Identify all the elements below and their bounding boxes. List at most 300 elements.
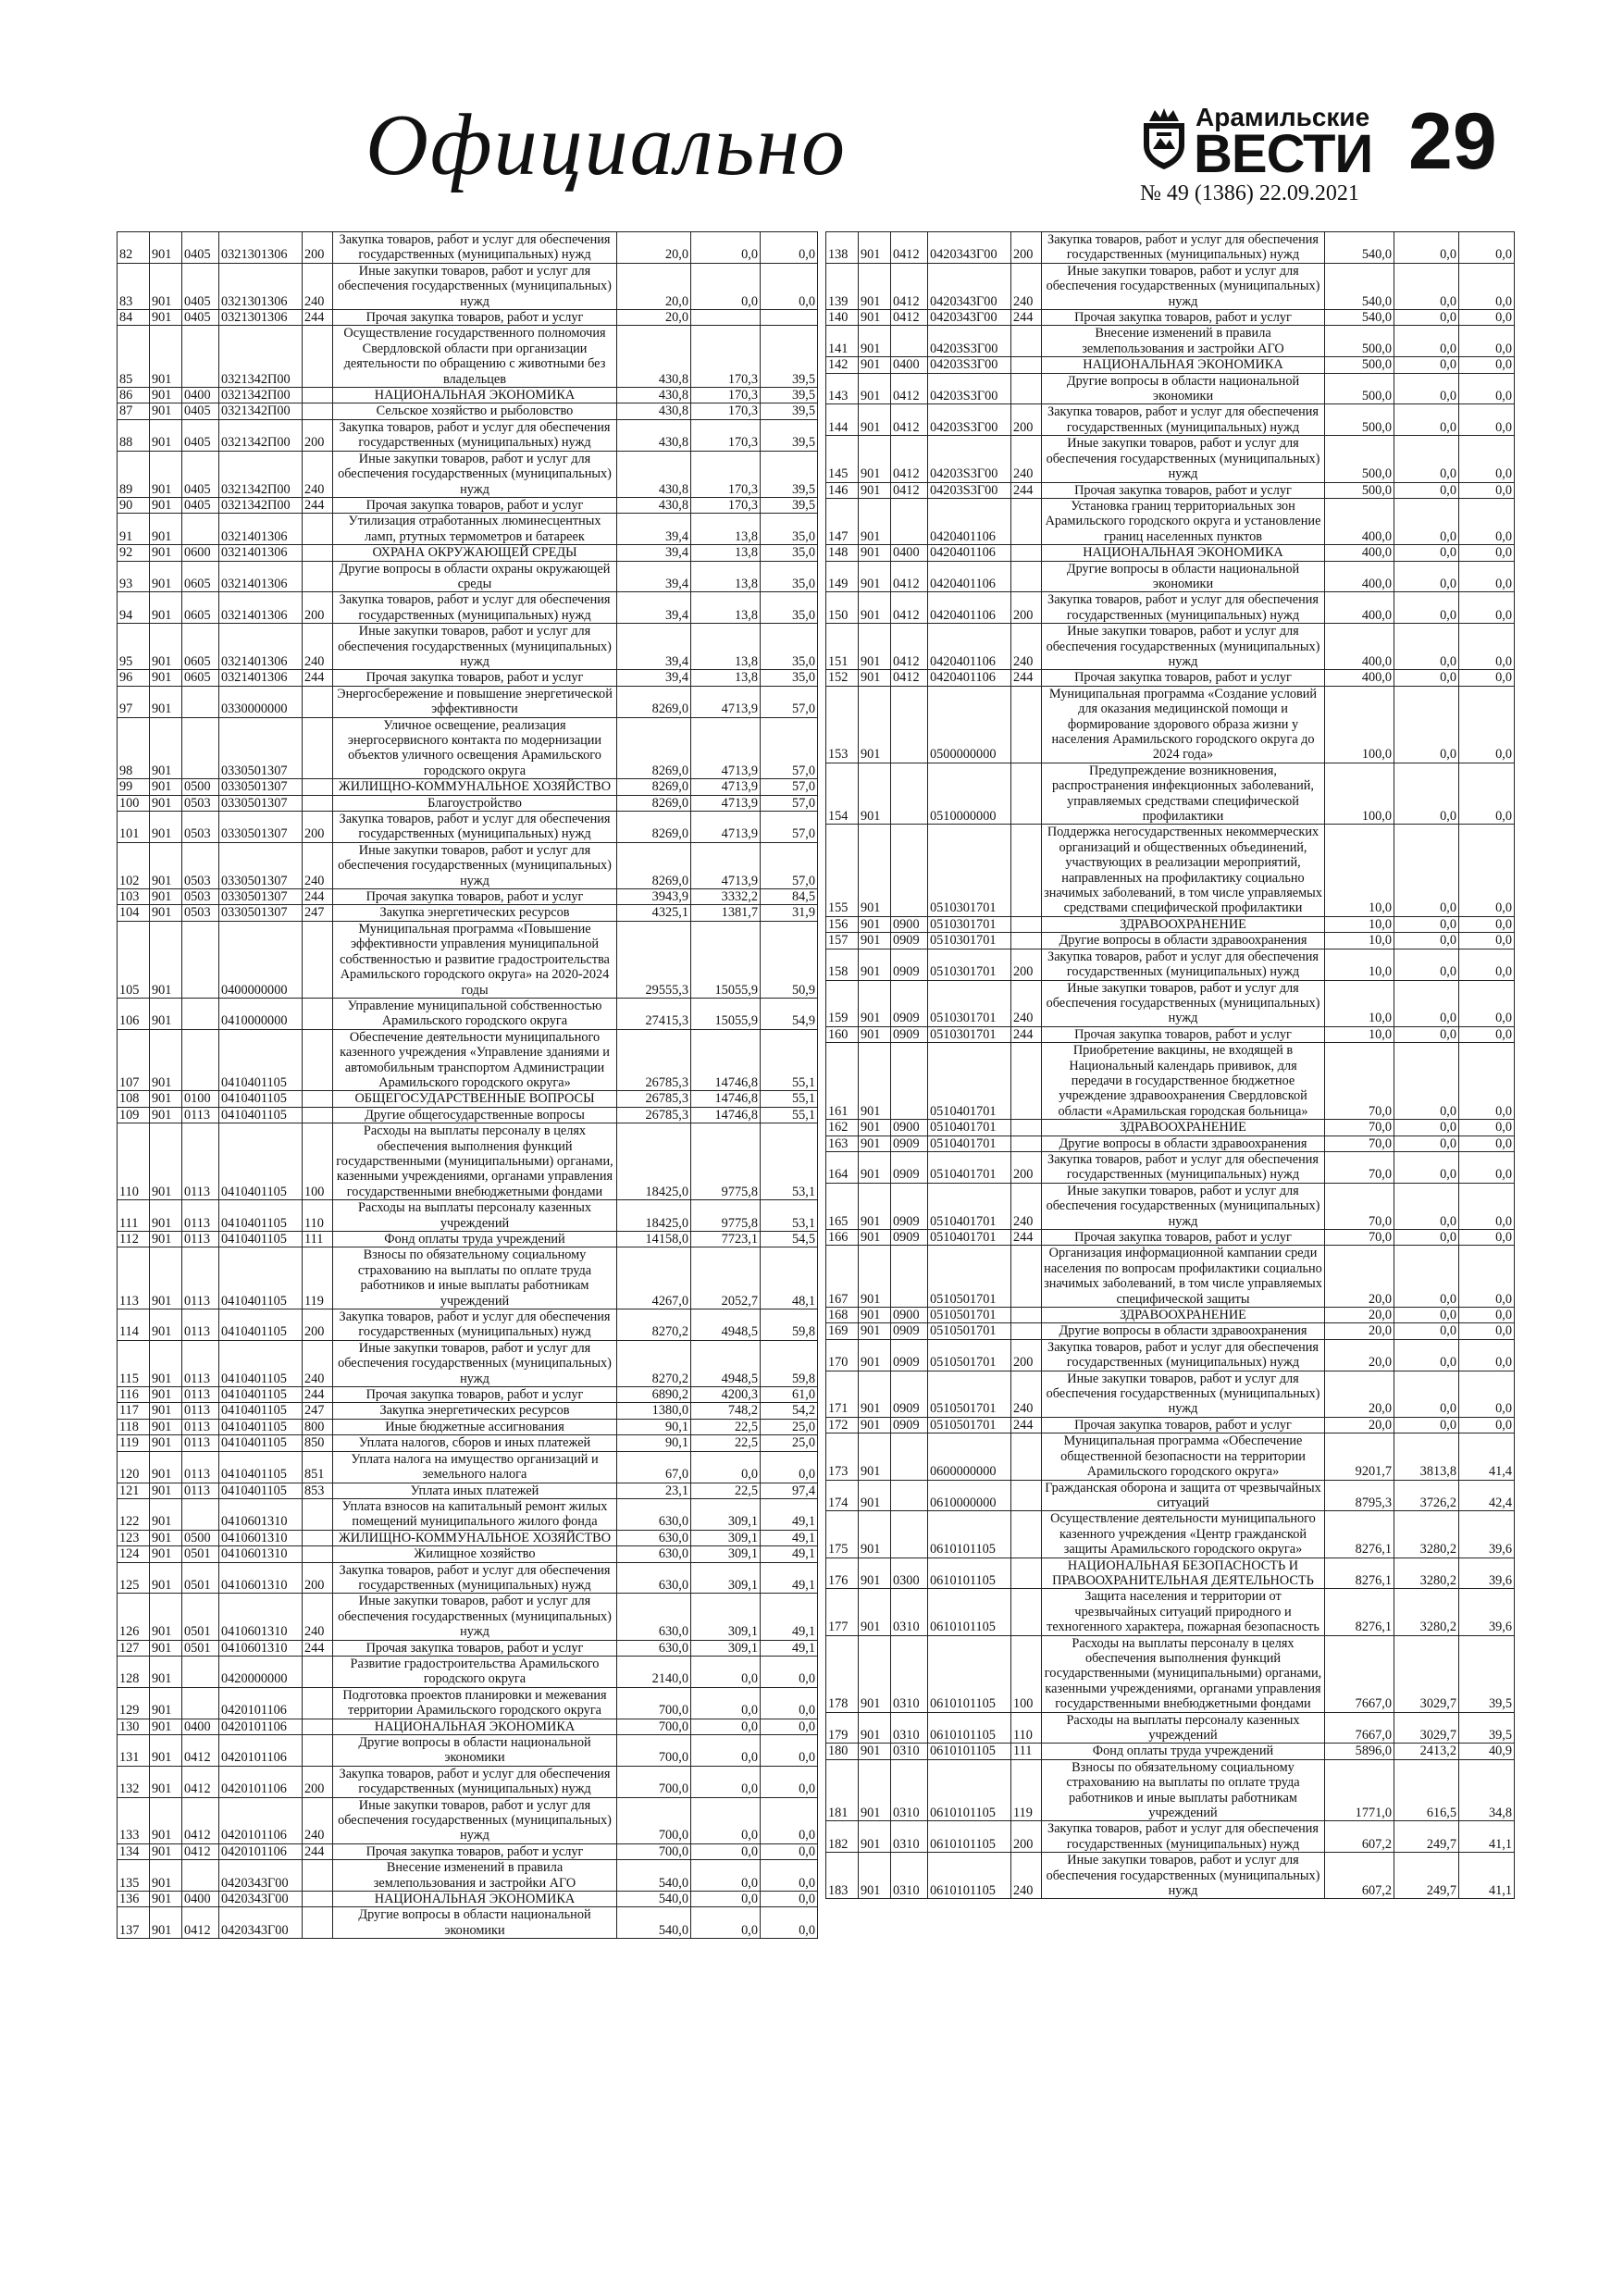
row-name: ЖИЛИЩНО-КОММУНАЛЬНОЕ ХОЗЯЙСТВО: [333, 1530, 617, 1545]
section-code: 0310: [891, 1821, 928, 1853]
expense-type-code: [303, 1107, 333, 1123]
execution-percent: 0,0: [1459, 1417, 1515, 1433]
planned-amount: 540,0: [1325, 232, 1394, 264]
target-article-code: 0410401105: [219, 1232, 303, 1247]
chapter-code: 901: [859, 1744, 891, 1759]
planned-amount: 630,0: [617, 1640, 691, 1656]
expense-type-code: [1011, 763, 1042, 825]
executed-amount: 13,8: [691, 561, 761, 592]
row-name: Другие вопросы в области национальной экономики: [1042, 373, 1325, 404]
row-number: 113: [118, 1247, 150, 1309]
expense-type-code: [303, 921, 333, 998]
section-code: 0400: [891, 545, 928, 561]
planned-amount: 700,0: [617, 1735, 691, 1767]
target-article-code: 0510301701: [928, 933, 1011, 949]
target-article-code: 04203S3Г00: [928, 436, 1011, 482]
executed-amount: 0,0: [1394, 825, 1459, 916]
planned-amount: 430,8: [617, 419, 691, 451]
execution-percent: 55,1: [761, 1091, 818, 1107]
row-name: Прочая закупка товаров, работ и услуг: [333, 310, 617, 326]
expense-type-code: [1011, 1323, 1042, 1339]
section-code: 0900: [891, 1308, 928, 1323]
executed-amount: 0,0: [1394, 1120, 1459, 1136]
expense-type-code: 200: [303, 1562, 333, 1594]
section-code: 0405: [182, 419, 219, 451]
chapter-code: 901: [859, 545, 891, 561]
executed-amount: 170,3: [691, 403, 761, 419]
target-article-code: 0410401105: [219, 1247, 303, 1309]
row-name: Расходы на выплаты персоналу в целях обеспечения выполнения функций государственными (муниципальными) органами, казенными учреждениями, органами управления государственными внебюджетными фондами: [333, 1123, 617, 1200]
executed-amount: 0,0: [1394, 404, 1459, 436]
issue-info: № 49 (1386) 22.09.2021: [1140, 181, 1359, 205]
execution-percent: 0,0: [1459, 561, 1515, 592]
execution-percent: 50,9: [761, 921, 818, 998]
executed-amount: 0,0: [691, 1451, 761, 1483]
row-name: Жилищное хозяйство: [333, 1546, 617, 1562]
section-code: 0113: [182, 1403, 219, 1419]
section-code: 0412: [891, 404, 928, 436]
row-number: 133: [118, 1797, 150, 1843]
chapter-code: 901: [150, 1843, 182, 1859]
row-name: Предупреждение возникновения, распространения инфекционных заболеваний, управляемых средствами специфической профилактики: [1042, 763, 1325, 825]
row-number: 99: [118, 779, 150, 795]
chapter-code: 901: [859, 825, 891, 916]
expense-type-code: [1011, 1433, 1042, 1480]
expense-type-code: [1011, 916, 1042, 932]
table-row: [826, 1712, 1515, 1744]
section-code: 0909: [891, 1371, 928, 1417]
row-number: 152: [826, 670, 859, 686]
row-name: Прочая закупка товаров, работ и услуг: [1042, 310, 1325, 326]
execution-percent: 39,5: [761, 497, 818, 513]
table-row: [118, 779, 818, 795]
row-number: 171: [826, 1371, 859, 1417]
table-row: [118, 921, 818, 998]
table-row: [118, 1892, 818, 1907]
section-code: [182, 1029, 219, 1091]
target-article-code: 0610101105: [928, 1635, 1011, 1712]
table-row: [826, 404, 1515, 436]
row-number: 175: [826, 1511, 859, 1558]
chapter-code: 901: [859, 1853, 891, 1899]
row-number: 92: [118, 545, 150, 561]
planned-amount: 5896,0: [1325, 1744, 1394, 1759]
section-code: [182, 1498, 219, 1530]
execution-percent: 0,0: [1459, 263, 1515, 309]
executed-amount: 1381,7: [691, 905, 761, 921]
expense-type-code: 247: [303, 905, 333, 921]
executed-amount: 0,0: [1394, 980, 1459, 1026]
section-code: 0412: [891, 592, 928, 624]
target-article-code: 0420343Г00: [928, 232, 1011, 264]
row-name: Другие вопросы в области здравоохранения: [1042, 933, 1325, 949]
section-code: 0909: [891, 1230, 928, 1246]
row-name: Другие вопросы в области национальной экономики: [333, 1735, 617, 1767]
table-row: [826, 763, 1515, 825]
chapter-code: 901: [859, 980, 891, 1026]
planned-amount: 630,0: [617, 1546, 691, 1562]
chapter-code: 901: [150, 921, 182, 998]
target-article-code: 0321301306: [219, 263, 303, 309]
chapter-code: 901: [150, 1892, 182, 1907]
section-code: [891, 326, 928, 357]
row-number: 117: [118, 1403, 150, 1419]
row-number: 132: [118, 1766, 150, 1797]
chapter-code: 901: [150, 388, 182, 403]
table-row: [826, 1371, 1515, 1417]
row-number: 112: [118, 1232, 150, 1247]
execution-percent: 0,0: [761, 1797, 818, 1843]
row-name: Расходы на выплаты персоналу казенных учреждений: [1042, 1712, 1325, 1744]
expense-type-code: [1011, 373, 1042, 404]
row-name: Иные закупки товаров, работ и услуг для обеспечения государственных (муниципальных) нужд: [333, 1594, 617, 1640]
planned-amount: 18425,0: [617, 1200, 691, 1232]
planned-amount: 8269,0: [617, 842, 691, 888]
planned-amount: 3943,9: [617, 889, 691, 905]
planned-amount: 7667,0: [1325, 1635, 1394, 1712]
execution-percent: 39,5: [761, 388, 818, 403]
row-number: 126: [118, 1594, 150, 1640]
executed-amount: 3813,8: [1394, 1433, 1459, 1480]
row-number: 85: [118, 326, 150, 388]
row-number: 167: [826, 1246, 859, 1308]
expense-type-code: 850: [303, 1435, 333, 1451]
executed-amount: 4713,9: [691, 812, 761, 843]
execution-percent: 35,0: [761, 670, 818, 686]
row-name: НАЦИОНАЛЬНАЯ ЭКОНОМИКА: [1042, 545, 1325, 561]
expense-type-code: 244: [303, 497, 333, 513]
row-name: Закупка товаров, работ и услуг для обеспечения государственных (муниципальных) нужд: [333, 1309, 617, 1341]
chapter-code: 901: [859, 1589, 891, 1635]
target-article-code: 0510301701: [928, 1026, 1011, 1042]
row-name: Иные закупки товаров, работ и услуг для обеспечения государственных (муниципальных) нужд: [333, 624, 617, 670]
table-row: [826, 561, 1515, 592]
target-article-code: 0420401106: [928, 561, 1011, 592]
row-name: ЗДРАВООХРАНЕНИЕ: [1042, 916, 1325, 932]
section-code: 0412: [182, 1907, 219, 1939]
planned-amount: 8276,1: [1325, 1589, 1394, 1635]
execution-percent: 0,0: [1459, 373, 1515, 404]
expense-type-code: 240: [303, 1594, 333, 1640]
section-code: 0909: [891, 1136, 928, 1151]
execution-percent: 54,5: [761, 1232, 818, 1247]
row-name: Поддержка негосударственных некоммерческих организаций и общественных объединений, участвующих в реализации мероприятий, направленных на профилактику социально значимых заболеваний, в том числе управляемых средствами специфической профилактики: [1042, 825, 1325, 916]
execution-percent: 0,0: [1459, 825, 1515, 916]
execution-percent: 0,0: [1459, 949, 1515, 980]
target-article-code: 0330501307: [219, 779, 303, 795]
planned-amount: 26785,3: [617, 1091, 691, 1107]
table-row: [118, 1546, 818, 1562]
expense-type-code: 244: [1011, 482, 1042, 498]
row-number: 93: [118, 561, 150, 592]
expense-type-code: [1011, 825, 1042, 916]
expense-type-code: [1011, 1043, 1042, 1120]
execution-percent: 49,1: [761, 1562, 818, 1594]
table-row: [826, 1308, 1515, 1323]
row-name: Иные бюджетные ассигнования: [333, 1419, 617, 1434]
table-row: [826, 1759, 1515, 1821]
execution-percent: 35,0: [761, 514, 818, 545]
section-code: 0113: [182, 1107, 219, 1123]
table-row: [826, 1183, 1515, 1229]
section-code: 0900: [891, 1120, 928, 1136]
row-number: 170: [826, 1339, 859, 1371]
execution-percent: 55,1: [761, 1107, 818, 1123]
expense-type-code: [303, 545, 333, 561]
section-code: 0400: [182, 388, 219, 403]
row-name: Закупка энергетических ресурсов: [333, 905, 617, 921]
row-number: 97: [118, 686, 150, 717]
section-code: [182, 1687, 219, 1719]
row-name: Осуществление деятельности муниципального казенного учреждения «Центр гражданской защиты Арамильского городского округа»: [1042, 1511, 1325, 1558]
execution-percent: 0,0: [1459, 482, 1515, 498]
row-number: 148: [826, 545, 859, 561]
row-name: Расходы на выплаты персоналу в целях обеспечения выполнения функций государственными (муниципальными) органами, казенными учреждениями, органами управления государственными внебюджетными фондами: [1042, 1635, 1325, 1712]
row-name: Закупка товаров, работ и услуг для обеспечения государственных (муниципальных) нужд: [333, 232, 617, 264]
executed-amount: 0,0: [1394, 263, 1459, 309]
table-row: [118, 1403, 818, 1419]
target-article-code: 0420343Г00: [219, 1860, 303, 1892]
planned-amount: 39,4: [617, 561, 691, 592]
expense-type-code: 110: [303, 1200, 333, 1232]
executed-amount: 3332,2: [691, 889, 761, 905]
planned-amount: 10,0: [1325, 1026, 1394, 1042]
expense-type-code: [1011, 1308, 1042, 1323]
table-row: [118, 670, 818, 686]
executed-amount: 22,5: [691, 1435, 761, 1451]
execution-percent: 49,1: [761, 1530, 818, 1545]
row-name: Прочая закупка товаров, работ и услуг: [1042, 1230, 1325, 1246]
execution-percent: 0,0: [1459, 232, 1515, 264]
row-name: ЗДРАВООХРАНЕНИЕ: [1042, 1120, 1325, 1136]
executed-amount: 0,0: [1394, 373, 1459, 404]
executed-amount: 22,5: [691, 1483, 761, 1498]
row-name: Внесение изменений в правила землепользования и застройки АГО: [1042, 326, 1325, 357]
planned-amount: 20,0: [1325, 1371, 1394, 1417]
planned-amount: 8270,2: [617, 1309, 691, 1341]
chapter-code: 901: [859, 1712, 891, 1744]
target-article-code: 0510401701: [928, 1151, 1011, 1183]
row-name: НАЦИОНАЛЬНАЯ ЭКОНОМИКА: [333, 1719, 617, 1734]
execution-percent: 39,5: [761, 419, 818, 451]
planned-amount: 500,0: [1325, 436, 1394, 482]
expense-type-code: 240: [303, 263, 333, 309]
execution-percent: 39,5: [1459, 1712, 1515, 1744]
table-row: [826, 1246, 1515, 1308]
chapter-code: 901: [150, 403, 182, 419]
section-code: 0412: [891, 561, 928, 592]
row-name: Защита населения и территории от чрезвычайных ситуаций природного и техногенного характера, пожарная безопасность: [1042, 1589, 1325, 1635]
target-article-code: 0410401105: [219, 1435, 303, 1451]
table-row: [826, 1323, 1515, 1339]
row-number: 103: [118, 889, 150, 905]
row-name: Муниципальная программа «Создание условий для оказания медицинской помощи и формирование здорового образа жизни у населения Арамильского городского округа до 2024 года»: [1042, 686, 1325, 763]
row-number: 107: [118, 1029, 150, 1091]
row-number: 124: [118, 1546, 150, 1562]
target-article-code: 0321342П00: [219, 326, 303, 388]
row-number: 183: [826, 1853, 859, 1899]
section-code: 0605: [182, 624, 219, 670]
row-name: Уплата взносов на капитальный ремонт жилых помещений муниципального жилого фонда: [333, 1498, 617, 1530]
table-row: [118, 403, 818, 419]
executed-amount: 9775,8: [691, 1123, 761, 1200]
section-code: 0300: [891, 1558, 928, 1589]
target-article-code: 0610101105: [928, 1759, 1011, 1821]
expense-type-code: 244: [303, 310, 333, 326]
row-number: 95: [118, 624, 150, 670]
executed-amount: 0,0: [1394, 1339, 1459, 1371]
chapter-code: 901: [150, 1498, 182, 1530]
table-row: [826, 1043, 1515, 1120]
chapter-code: 901: [150, 624, 182, 670]
row-name: Уплата налога на имущество организаций и земельного налога: [333, 1451, 617, 1483]
target-article-code: 0610101105: [928, 1712, 1011, 1744]
target-article-code: 0321401306: [219, 592, 303, 624]
section-code: 0113: [182, 1123, 219, 1200]
target-article-code: 0410601310: [219, 1546, 303, 1562]
table-row: [118, 812, 818, 843]
executed-amount: 0,0: [1394, 1151, 1459, 1183]
chapter-code: 901: [150, 1687, 182, 1719]
planned-amount: 26785,3: [617, 1029, 691, 1091]
executed-amount: 0,0: [691, 232, 761, 264]
row-name: Иные закупки товаров, работ и услуг для обеспечения государственных (муниципальных) нужд: [333, 263, 617, 309]
target-article-code: 0410601310: [219, 1594, 303, 1640]
execution-percent: 0,0: [1459, 326, 1515, 357]
executed-amount: 0,0: [691, 1719, 761, 1734]
executed-amount: 14746,8: [691, 1107, 761, 1123]
row-number: 87: [118, 403, 150, 419]
row-name: Организация информационной кампании среди населения по вопросам профилактики социально значимых заболеваний, в том числе управляемых специфической защиты: [1042, 1246, 1325, 1308]
target-article-code: 0420343Г00: [219, 1907, 303, 1939]
planned-amount: 8269,0: [617, 779, 691, 795]
section-code: 0909: [891, 1026, 928, 1042]
section-code: 0310: [891, 1589, 928, 1635]
section-code: 0405: [182, 232, 219, 264]
row-name: Фонд оплаты труда учреждений: [333, 1232, 617, 1247]
target-article-code: 0420401106: [928, 545, 1011, 561]
table-row: [118, 1247, 818, 1309]
expense-type-code: 119: [303, 1247, 333, 1309]
expense-type-code: 100: [303, 1123, 333, 1200]
section-code: 0909: [891, 980, 928, 1026]
expense-type-code: [1011, 326, 1042, 357]
target-article-code: 0410401105: [219, 1029, 303, 1091]
table-row: [118, 1797, 818, 1843]
newspaper-logo[interactable]: [1140, 103, 1373, 184]
execution-percent: 40,9: [1459, 1744, 1515, 1759]
execution-percent: 0,0: [761, 1735, 818, 1767]
target-article-code: 0330501307: [219, 717, 303, 779]
executed-amount: 7723,1: [691, 1232, 761, 1247]
execution-percent: 0,0: [1459, 1026, 1515, 1042]
row-name: Закупка товаров, работ и услуг для обеспечения государственных (муниципальных) нужд: [1042, 232, 1325, 264]
target-article-code: 0420401106: [928, 670, 1011, 686]
table-row: [118, 1029, 818, 1091]
execution-percent: 0,0: [1459, 1183, 1515, 1229]
planned-amount: 607,2: [1325, 1853, 1394, 1899]
execution-percent: 57,0: [761, 795, 818, 811]
row-name: Закупка энергетических ресурсов: [333, 1403, 617, 1419]
expense-type-code: [303, 1656, 333, 1687]
expense-type-code: 244: [1011, 1230, 1042, 1246]
row-number: 94: [118, 592, 150, 624]
chapter-code: 901: [150, 1860, 182, 1892]
expense-type-code: 244: [1011, 1417, 1042, 1433]
execution-percent: 0,0: [1459, 1371, 1515, 1417]
planned-amount: 70,0: [1325, 1230, 1394, 1246]
planned-amount: 700,0: [617, 1766, 691, 1797]
table-row: [826, 1230, 1515, 1246]
expense-type-code: [303, 514, 333, 545]
row-number: 101: [118, 812, 150, 843]
row-number: 154: [826, 763, 859, 825]
row-name: Закупка товаров, работ и услуг для обеспечения государственных (муниципальных) нужд: [1042, 404, 1325, 436]
row-name: Иные закупки товаров, работ и услуг для обеспечения государственных (муниципальных) нужд: [333, 1340, 617, 1386]
execution-percent: 0,0: [1459, 686, 1515, 763]
target-article-code: 0410401105: [219, 1123, 303, 1200]
execution-percent: 0,0: [1459, 1308, 1515, 1323]
section-code: 0605: [182, 561, 219, 592]
planned-amount: 6890,2: [617, 1387, 691, 1403]
executed-amount: 0,0: [1394, 763, 1459, 825]
left-column: [117, 231, 817, 1939]
section-code: 0500: [182, 779, 219, 795]
target-article-code: 0610101105: [928, 1511, 1011, 1558]
planned-amount: 400,0: [1325, 592, 1394, 624]
row-number: 179: [826, 1712, 859, 1744]
expense-type-code: [1011, 498, 1042, 544]
table-row: [118, 419, 818, 451]
target-article-code: 0420101106: [219, 1843, 303, 1859]
target-article-code: 0420101106: [219, 1687, 303, 1719]
target-article-code: 0330000000: [219, 686, 303, 717]
execution-percent: 39,5: [761, 451, 818, 497]
planned-amount: 540,0: [617, 1860, 691, 1892]
section-code: 0412: [182, 1843, 219, 1859]
table-row: [826, 1151, 1515, 1183]
expense-type-code: 111: [1011, 1744, 1042, 1759]
row-name: ОБЩЕГОСУДАРСТВЕННЫЕ ВОПРОСЫ: [333, 1091, 617, 1107]
executed-amount: 15055,9: [691, 921, 761, 998]
table-row: [118, 1735, 818, 1767]
table-row: [826, 357, 1515, 373]
table-row: [826, 482, 1515, 498]
row-number: 89: [118, 451, 150, 497]
executed-amount: 4713,9: [691, 779, 761, 795]
planned-amount: 400,0: [1325, 670, 1394, 686]
row-name: Закупка товаров, работ и услуг для обеспечения государственных (муниципальных) нужд: [1042, 1339, 1325, 1371]
chapter-code: 901: [150, 670, 182, 686]
row-name: Другие общегосударственные вопросы: [333, 1107, 617, 1123]
planned-amount: 8795,3: [1325, 1480, 1394, 1511]
logo-small-text: Арамильские: [1196, 103, 1370, 131]
chapter-code: 901: [859, 561, 891, 592]
executed-amount: 0,0: [691, 1735, 761, 1767]
section-code: 0503: [182, 812, 219, 843]
executed-amount: 3280,2: [1394, 1558, 1459, 1589]
planned-amount: 400,0: [1325, 545, 1394, 561]
table-row: [826, 1589, 1515, 1635]
execution-percent: 57,0: [761, 686, 818, 717]
row-name: Взносы по обязательному социальному страхованию на выплаты по оплате труда работников и иные выплаты работникам учреждений: [333, 1247, 617, 1309]
execution-percent: 0,0: [1459, 1120, 1515, 1136]
expense-type-code: [303, 1546, 333, 1562]
chapter-code: 901: [150, 326, 182, 388]
expense-type-code: 244: [1011, 1026, 1042, 1042]
executed-amount: 0,0: [1394, 624, 1459, 670]
executed-amount: 0,0: [1394, 232, 1459, 264]
